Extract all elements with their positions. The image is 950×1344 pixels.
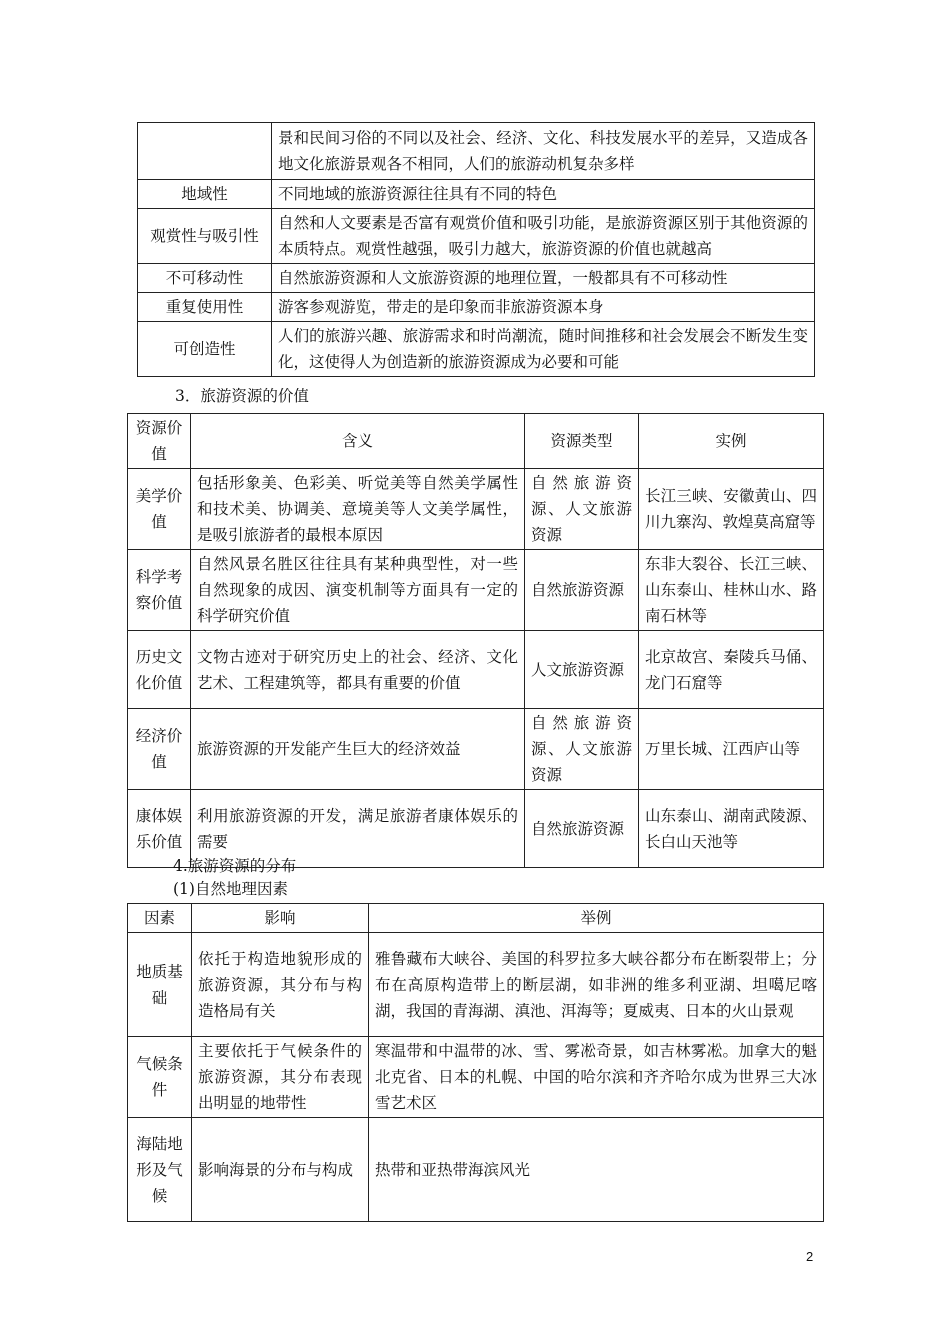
example-cell: 寒温带和中温带的冰、雪、雾凇奇景，如吉林雾凇。加拿大的魁北克省、日本的札幌、中国的哈尔滨和齐齐哈尔成为世界三大冰雪艺术区 xyxy=(369,1037,824,1118)
table-row xyxy=(138,322,815,377)
table-row xyxy=(128,1037,824,1118)
table-header-row xyxy=(128,414,824,469)
char-name: 地域性 xyxy=(138,180,272,209)
influence-cell: 影响海景的分布与构成 xyxy=(192,1118,369,1222)
header-meaning: 含义 xyxy=(191,414,525,469)
char-content: 景和民间习俗的不同以及社会、经济、文化、科技发展水平的差异，又造成各地文化旅游景观各不相同，人们的旅游动机复杂多样 xyxy=(272,123,815,180)
table-row xyxy=(128,550,824,631)
type-cell: 自然旅游资源 xyxy=(525,790,639,868)
char-name: 重复使用性 xyxy=(138,293,272,322)
table-row xyxy=(128,1118,824,1222)
table-row xyxy=(138,293,815,322)
meaning-cell: 文物古迹对于研究历史上的社会、经济、文化艺术、工程建筑等，都具有重要的价值 xyxy=(191,631,525,709)
table-header-row xyxy=(128,904,824,933)
header-example: 举例 xyxy=(369,904,824,933)
table-row xyxy=(138,209,815,264)
char-name: 不可移动性 xyxy=(138,264,272,293)
factor-cell: 气候条件 xyxy=(128,1037,192,1118)
section-4-subtitle: (1)自然地理因素 xyxy=(173,880,288,898)
value-table xyxy=(127,413,824,868)
example-cell: 万里长城、江西庐山等 xyxy=(639,709,824,790)
type-cell: 自然旅游资源、人文旅游资源 xyxy=(525,469,639,550)
table-row xyxy=(138,264,815,293)
page-number: 2 xyxy=(806,1249,814,1264)
header-influence: 影响 xyxy=(192,904,369,933)
section-4-title: 4.旅游资源的分布 xyxy=(173,857,297,875)
table-row xyxy=(128,631,824,709)
example-cell: 雅鲁藏布大峡谷、美国的科罗拉多大峡谷都分布在断裂带上；分布在高原构造带上的断层湖，如非洲的维多利亚湖、坦噶尼喀湖，我国的青海湖、滇池、洱海等；夏威夷、日本的火山景观 xyxy=(369,933,824,1037)
example-cell: 山东泰山、湖南武陵源、长白山天池等 xyxy=(639,790,824,868)
char-name xyxy=(138,123,272,180)
factor-cell: 地质基础 xyxy=(128,933,192,1037)
table-row xyxy=(138,123,815,180)
factor-cell: 海陆地形及气候 xyxy=(128,1118,192,1222)
example-cell: 东非大裂谷、长江三峡、山东泰山、桂林山水、路南石林等 xyxy=(639,550,824,631)
meaning-cell: 利用旅游资源的开发，满足旅游者康体娱乐的需要 xyxy=(191,790,525,868)
section-3-title: 3．旅游资源的价值 xyxy=(175,387,309,405)
value-cell: 经济价值 xyxy=(128,709,191,790)
char-content: 游客参观游览，带走的是印象而非旅游资源本身 xyxy=(272,293,815,322)
influence-cell: 依托于构造地貌形成的旅游资源，其分布与构造格局有关 xyxy=(192,933,369,1037)
char-name: 可创造性 xyxy=(138,322,272,377)
char-content: 自然和人文要素是否富有观赏价值和吸引功能，是旅游资源区别于其他资源的本质特点。观赏性越强，吸引力越大，旅游资源的价值也就越高 xyxy=(272,209,815,264)
table-row xyxy=(128,933,824,1037)
char-name: 观赏性与吸引性 xyxy=(138,209,272,264)
characteristics-table xyxy=(137,122,815,377)
type-cell: 自然旅游资源、人文旅游资源 xyxy=(525,709,639,790)
value-cell: 美学价值 xyxy=(128,469,191,550)
value-cell: 历史文化价值 xyxy=(128,631,191,709)
char-content: 自然旅游资源和人文旅游资源的地理位置，一般都具有不可移动性 xyxy=(272,264,815,293)
header-value: 资源价值 xyxy=(128,414,191,469)
char-content: 人们的旅游兴趣、旅游需求和时尚潮流，随时间推移和社会发展会不断发生变化，这使得人为创造新的旅游资源成为必要和可能 xyxy=(272,322,815,377)
distribution-table xyxy=(127,903,824,1222)
header-factor: 因素 xyxy=(128,904,192,933)
influence-cell: 主要依托于气候条件的旅游资源，其分布表现出明显的地带性 xyxy=(192,1037,369,1118)
header-type: 资源类型 xyxy=(525,414,639,469)
type-cell: 自然旅游资源 xyxy=(525,550,639,631)
header-example: 实例 xyxy=(639,414,824,469)
value-cell: 科学考察价值 xyxy=(128,550,191,631)
example-cell: 长江三峡、安徽黄山、四川九寨沟、敦煌莫高窟等 xyxy=(639,469,824,550)
value-cell: 康体娱乐价值 xyxy=(128,790,191,868)
type-cell: 人文旅游资源 xyxy=(525,631,639,709)
table-row xyxy=(128,469,824,550)
meaning-cell: 旅游资源的开发能产生巨大的经济效益 xyxy=(191,709,525,790)
meaning-cell: 自然风景名胜区往往具有某种典型性，对一些自然现象的成因、演变机制等方面具有一定的科学研究价值 xyxy=(191,550,525,631)
example-cell: 北京故宫、秦陵兵马俑、龙门石窟等 xyxy=(639,631,824,709)
table-row xyxy=(128,709,824,790)
table-row xyxy=(138,180,815,209)
example-cell: 热带和亚热带海滨风光 xyxy=(369,1118,824,1222)
char-content: 不同地域的旅游资源往往具有不同的特色 xyxy=(272,180,815,209)
meaning-cell: 包括形象美、色彩美、听觉美等自然美学属性和技术美、协调美、意境美等人文美学属性，是吸引旅游者的最根本原因 xyxy=(191,469,525,550)
